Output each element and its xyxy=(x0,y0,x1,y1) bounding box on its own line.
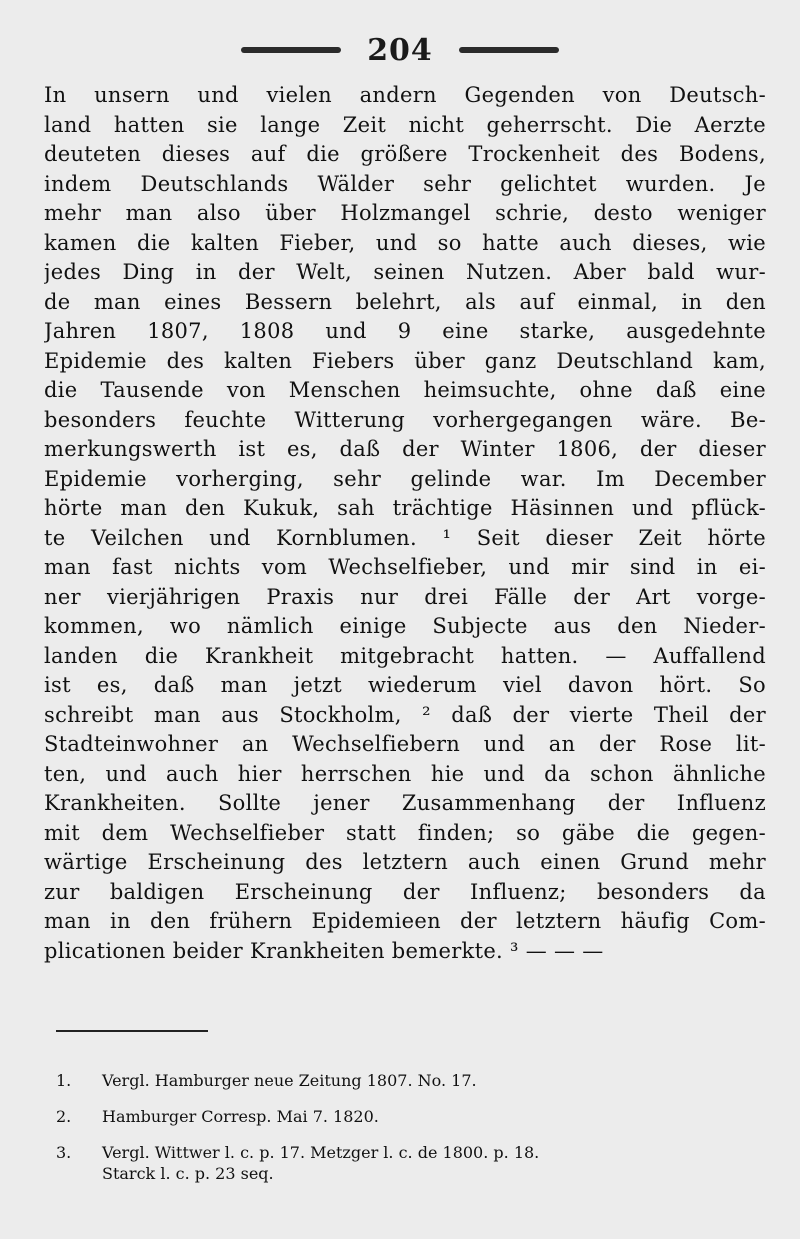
header-rule-left xyxy=(241,47,341,53)
footnote-text xyxy=(102,1142,756,1184)
footnotes xyxy=(56,1070,756,1199)
footnote-separator xyxy=(56,1030,208,1032)
text-line: landen die Krankheit mitgebracht hatten. — Auffallend xyxy=(44,643,766,668)
text-line: ist es, daß man jetzt wiederum viel davon hört. So xyxy=(44,673,766,697)
text-line: zur baldigen Erscheinung der Influenz; besonders da xyxy=(44,879,766,904)
text-line: kommen, wo nämlich einige Subjecte aus den Nieder- xyxy=(44,614,766,638)
text-line: Stadteinwohner an Wechselfiebern und an der Rose lit- xyxy=(44,732,766,756)
footnote-number: 1. xyxy=(56,1071,72,1090)
text-line: te Veilchen und Kornblumen. ¹ Seit dieser Zeit hörte xyxy=(44,525,766,550)
footnote-number: 2. xyxy=(56,1107,72,1126)
text-line: die Tausende von Menschen heimsuchte, ohne daß eine xyxy=(44,378,766,402)
text-line: deuteten dieses auf die größere Trockenheit des Bodens, xyxy=(44,142,766,166)
text-line: de man eines Bessern belehrt, als auf einmal, in den xyxy=(44,289,766,314)
footnote-text xyxy=(102,1070,756,1091)
footnote-line: Vergl. Wittwer l. c. p. 17. Metzger l. c. de 1800. p. 18. xyxy=(102,1143,540,1162)
footnote xyxy=(56,1106,756,1127)
text-line: man in den frühern Epidemieen der letztern häufig Com- xyxy=(44,909,766,933)
text-line: Krankheiten. Sollte jener Zusammenhang der Influenz xyxy=(44,791,766,815)
page-number: 204 xyxy=(367,32,433,68)
text-line: ten, und auch hier herrschen hie und da schon ähnliche xyxy=(44,761,766,786)
text-line: kamen die kalten Fieber, und so hatte auch dieses, wie xyxy=(44,230,766,255)
body-text xyxy=(44,81,766,966)
footnote-line: Vergl. Hamburger neue Zeitung 1807. No. 17. xyxy=(102,1071,477,1090)
text-line: schreibt man aus Stockholm, ² daß der vierte Theil der xyxy=(44,702,766,727)
footnote-line: Hamburger Corresp. Mai 7. 1820. xyxy=(102,1107,379,1126)
footnote-line: Starck l. c. p. 23 seq. xyxy=(102,1164,274,1183)
text-line: man fast nichts vom Wechselfieber, und mir sind in ei- xyxy=(44,555,766,579)
footnote-number: 3. xyxy=(56,1143,72,1162)
text-line: In unsern und vielen andern Gegenden von Deutsch- xyxy=(44,83,766,107)
text-line: mit dem Wechselfieber statt finden; so gäbe die gegen- xyxy=(44,820,766,845)
header-rule-right xyxy=(459,47,559,53)
text-line: merkungswerth ist es, daß der Winter 1806, der dieser xyxy=(44,437,766,461)
text-line: wärtige Erscheinung des letztern auch einen Grund mehr xyxy=(44,850,766,874)
text-line: Jahren 1807, 1808 und 9 eine starke, ausgedehnte xyxy=(44,319,766,343)
footnote-text xyxy=(102,1106,756,1127)
text-line: besonders feuchte Witterung vorhergegangen wäre. Be- xyxy=(44,407,766,432)
text-line: plicationen beider Krankheiten bemerkte. ³ — — — xyxy=(44,938,604,963)
text-line: jedes Ding in der Welt, seinen Nutzen. Aber bald wur- xyxy=(44,260,766,284)
text-line: hörte man den Kukuk, sah trächtige Häsinnen und pflück- xyxy=(44,496,766,520)
footnote xyxy=(56,1142,756,1184)
text-line: indem Deutschlands Wälder sehr gelichtet wurden. Je xyxy=(44,171,766,196)
text-line: Epidemie des kalten Fiebers über ganz Deutschland kam, xyxy=(44,348,766,373)
text-line: land hatten sie lange Zeit nicht geherrscht. Die Aerzte xyxy=(44,112,766,137)
text-line: mehr man also über Holzmangel schrie, desto weniger xyxy=(44,201,766,225)
text-line: ner vierjährigen Praxis nur drei Fälle der Art vorge- xyxy=(44,584,766,609)
page-header xyxy=(0,30,800,70)
text-line: Epidemie vorherging, sehr gelinde war. Im December xyxy=(44,466,766,491)
footnote xyxy=(56,1070,756,1091)
